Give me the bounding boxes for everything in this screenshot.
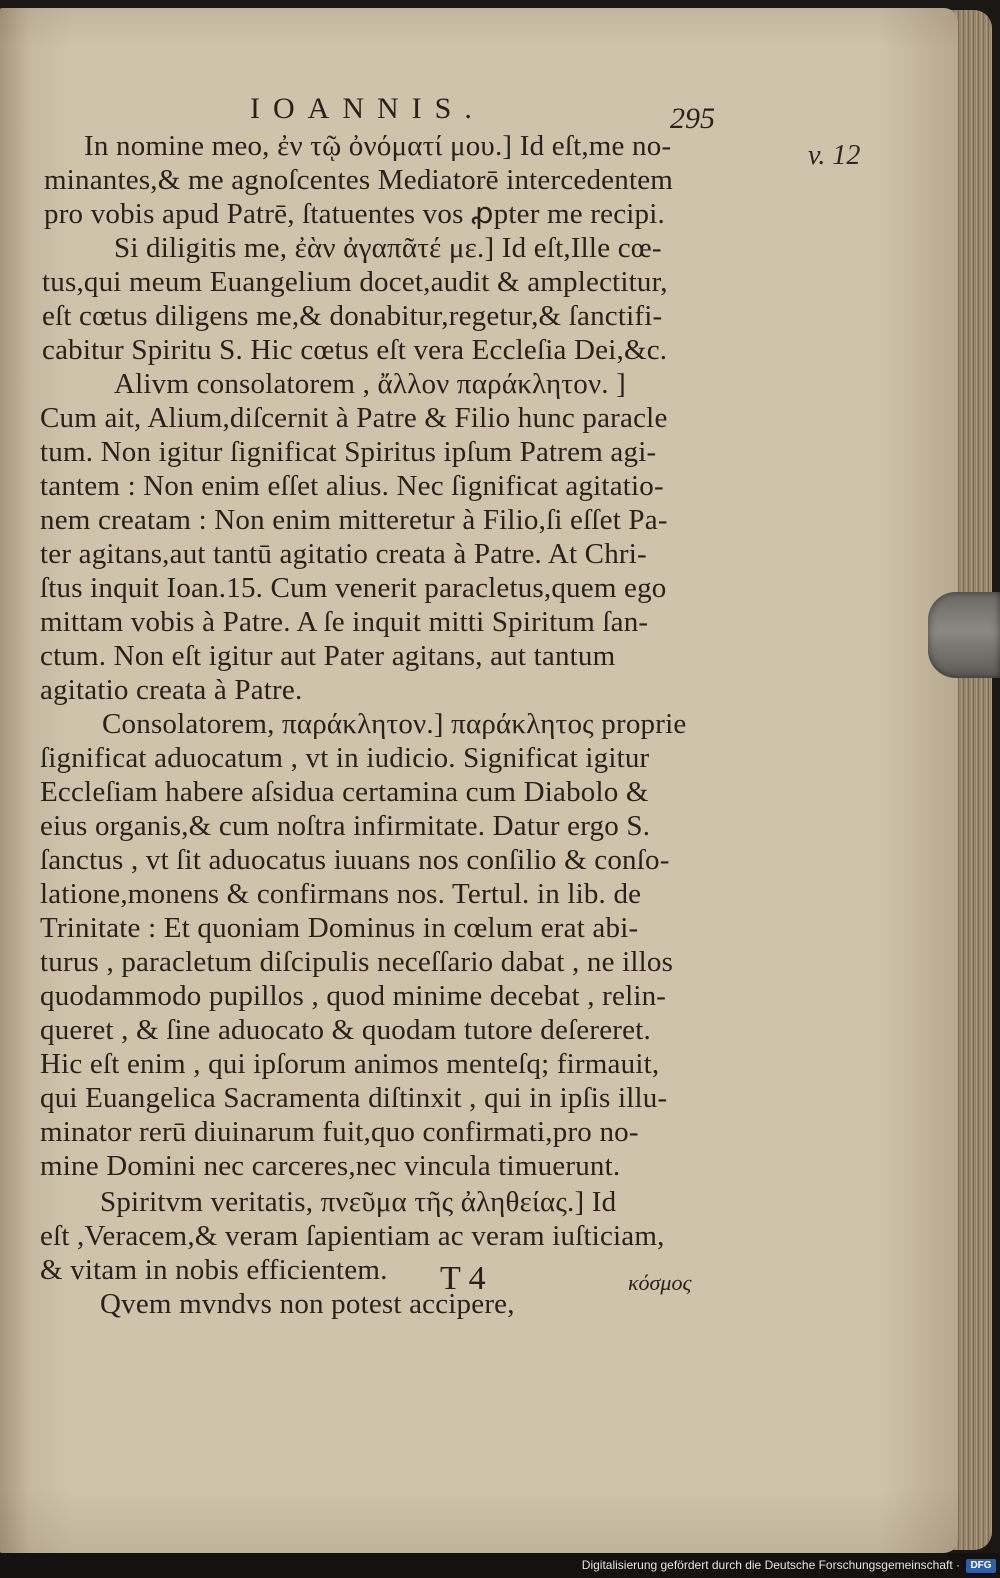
funding-credit: Digitalisierung gefördert durch die Deutsche Forschungsgemeinschaft · [581, 1558, 960, 1572]
text-line: eſt cœtus diligens me,& donabitur,regetur,& ſanctifi- [42, 300, 663, 332]
text-line: Qvem mvndvs non potest accipere, [100, 1288, 515, 1320]
text-line: cabitur Spiritu S. Hic cœtus eſt vera Eccleſia Dei,&c. [42, 334, 668, 366]
text-line: nem creatam : Non enim mitteretur à Filio,ſi eſſet Pa- [40, 504, 668, 536]
text-line: minantes,& me agnoſcentes Mediatorē intercedentem [44, 164, 674, 196]
text-line: Spiritvm veritatis, πνεῦμα τῆς ἀληθείας.] Id [100, 1186, 617, 1218]
text-line: tum. Non igitur ſignificat Spiritus ipſum Patrem agi- [40, 436, 657, 468]
bookmark-clip [928, 592, 1000, 678]
text-line: ſtus inquit Ioan.15. Cum venerit paracletus,quem ego [40, 572, 667, 604]
text-line: Eccleſiam habere aſsidua certamina cum Diabolo & [40, 776, 649, 808]
text-line: agitatio creata à Patre. [40, 674, 303, 706]
text-line: turus , paracletum diſcipulis neceſſario dabat , ne illos [40, 946, 674, 978]
text-line: queret , & ſine aduocato & quodam tutore deſereret. [40, 1014, 651, 1046]
text-line: tantem : Non enim eſſet alius. Nec ſignificat agitatio- [40, 470, 664, 502]
marginal-note: v. 12 [808, 140, 861, 171]
text-line: ter agitans,aut tantū agitatio creata à Patre. At Chri- [40, 538, 647, 570]
text-line: & vitam in nobis efficientem. [40, 1254, 388, 1286]
text-line: latione,monens & confirmans nos. Tertul. in lib. de [40, 878, 642, 910]
text-line: eſt ,Veracem,& veram ſapientiam ac veram iuſticiam, [40, 1220, 665, 1252]
text-line: ſanctus , vt ſit aduocatus iuuans nos conſilio & conſo- [40, 844, 670, 876]
text-line: pro vobis apud Patrē, ſtatuentes vos ꝓpter me recipi. [44, 198, 665, 230]
text-line: mittam vobis à Patre. A ſe inquit mitti Spiritum ſan- [40, 606, 649, 638]
text-line: ctum. Non eſt igitur aut Pater agitans, aut tantum [40, 640, 616, 672]
catchword: κόσμος [628, 1270, 692, 1295]
text-line: Consolatorem, παράκλητον.] παράκλητος proprie [102, 708, 687, 740]
running-head: IOANNIS. [250, 92, 485, 125]
footer-bar [0, 1553, 1000, 1578]
page-number: 295 [670, 102, 715, 135]
text-line: mine Domini nec carceres,nec vincula timuerunt. [40, 1150, 621, 1182]
signature-mark: T 4 [440, 1260, 486, 1297]
text-line: Trinitate : Et quoniam Dominus in cœlum erat abi- [40, 912, 639, 944]
text-line: minator rerū diuinarum fuit,quo confirmati,pro no- [40, 1116, 639, 1148]
text-line: ſignificat aduocatum , vt in iudicio. Significat igitur [40, 742, 650, 774]
text-line: Cum ait, Alium,diſcernit à Patre & Filio hunc paracle [40, 402, 668, 434]
text-line: eius organis,& cum noſtra infirmitate. Datur ergo S. [40, 810, 651, 842]
text-line: qui Euangelica Sacramenta diſtinxit , qui in ipſis illu- [40, 1082, 668, 1114]
text-line: Hic eſt enim , qui ipſorum animos menteſq; firmauit, [40, 1048, 660, 1080]
text-line: quodammodo pupillos , quod minime decebat , relin- [40, 980, 667, 1012]
dfg-logo: DFG [966, 1559, 996, 1573]
text-line: In nomine meo, ἐν τῷ ὀνόματί μου.] Id eſt,me no- [84, 130, 672, 162]
text-line: Si diligitis me, ἐὰν ἀγαπᾶτέ με.] Id eſt,Ille cœ- [114, 232, 662, 264]
text-line: Alivm consolatorem , ἄλλον παράκλητον. ] [114, 368, 627, 400]
text-line: tus,qui meum Euangelium docet,audit & amplectitur, [42, 266, 668, 298]
